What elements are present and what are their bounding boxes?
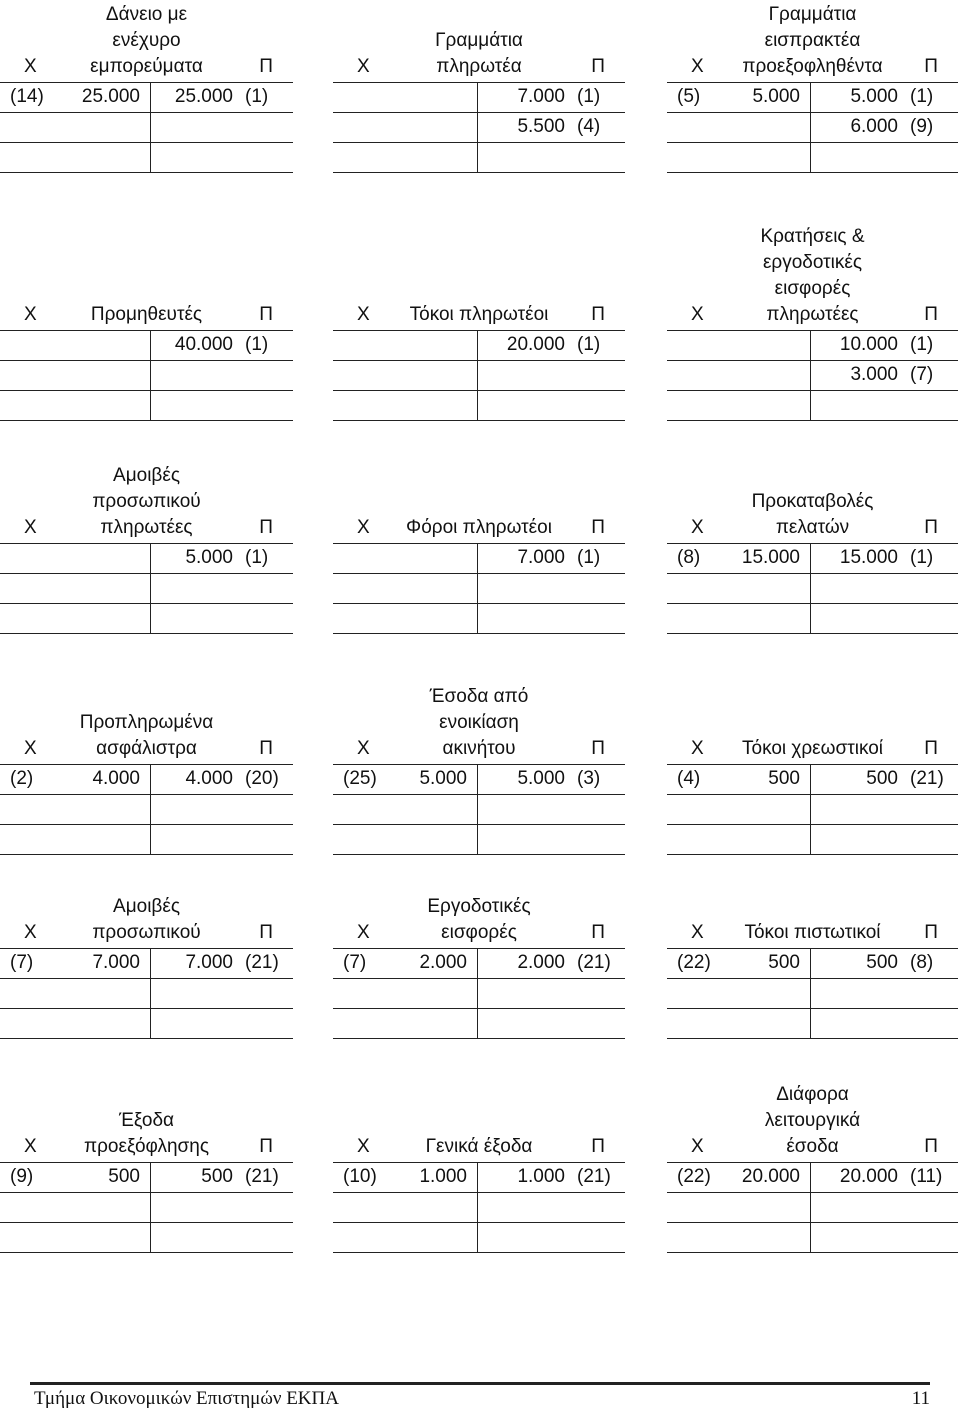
ledger-line: [667, 142, 958, 143]
ledger-line: [0, 172, 293, 173]
debit-label: Χ: [691, 56, 704, 77]
credit-label: Π: [591, 922, 605, 943]
ledger-line: [667, 978, 958, 979]
credit-amount: 25.000: [174, 86, 233, 107]
debit-ref: (5): [677, 86, 701, 107]
ledger-line: [0, 824, 293, 825]
ledger-line: [333, 633, 625, 634]
credit-label: Π: [924, 56, 938, 77]
header-line: [667, 330, 958, 331]
header-line: [333, 543, 625, 544]
header-line: [333, 948, 625, 949]
credit-amount: 4.000: [185, 768, 233, 789]
ledger-line: [333, 390, 625, 391]
header-line: [0, 330, 293, 331]
credit-amount: 20.000: [506, 334, 565, 355]
account-title-line: Προπληρωμένα: [79, 712, 214, 733]
ledger-line: [0, 360, 293, 361]
credit-ref: (1): [910, 334, 934, 355]
ledger-line: [0, 603, 293, 604]
ledger-line: [0, 573, 293, 574]
debit-ref: (14): [10, 86, 44, 107]
credit-ref: (1): [245, 334, 269, 355]
ledger-line: [0, 854, 293, 855]
debit-label: Χ: [691, 738, 704, 759]
debit-label: Χ: [357, 1136, 370, 1157]
account-title-line: ενοικίαση: [439, 712, 519, 733]
account-title-line: Δάνειο με: [105, 4, 188, 25]
account-title-line: Αμοιβές: [113, 896, 180, 917]
credit-ref: (21): [245, 1166, 279, 1187]
ledger-line: [0, 794, 293, 795]
account-title-line: εργοδοτικές: [762, 252, 863, 273]
credit-label: Π: [259, 1136, 273, 1157]
credit-ref: (7): [910, 364, 934, 385]
header-line: [667, 1162, 958, 1163]
header-line: [667, 948, 958, 949]
ledger-line: [333, 1252, 625, 1253]
debit-label: Χ: [357, 304, 370, 325]
account-title-line: Προκαταβολές: [751, 491, 874, 512]
credit-amount: 6.000: [850, 116, 898, 137]
account-title-line: Κρατήσεις &: [760, 226, 865, 247]
debit-label: Χ: [357, 517, 370, 538]
account-title-line: πληρωτέες: [766, 304, 859, 325]
credit-amount: 5.000: [517, 768, 565, 789]
credit-ref: (1): [577, 547, 601, 568]
ledger-line: [667, 824, 958, 825]
credit-ref: (1): [577, 86, 601, 107]
ledger-line: [667, 1222, 958, 1223]
ledger-line: [0, 1008, 293, 1009]
credit-amount: 40.000: [174, 334, 233, 355]
debit-ref: (9): [10, 1166, 34, 1187]
account-title-line: προεξοφληθέντα: [742, 56, 883, 77]
debit-label: Χ: [24, 517, 37, 538]
credit-ref: (21): [245, 952, 279, 973]
ledger-line: [333, 794, 625, 795]
credit-label: Π: [924, 738, 938, 759]
account-title-line: πελατών: [775, 517, 850, 538]
account-title-line: εισφορές: [441, 922, 517, 943]
debit-ref: (22): [677, 952, 711, 973]
debit-ref: (25): [343, 768, 377, 789]
debit-label: Χ: [357, 56, 370, 77]
debit-ref: (22): [677, 1166, 711, 1187]
footer-text: Τμήμα Οικονομικών Επιστημών ΕΚΠΑ: [34, 1388, 339, 1409]
credit-ref: (1): [910, 547, 934, 568]
ledger-line: [333, 824, 625, 825]
account-title-line: Έξοδα: [118, 1110, 175, 1131]
ledger-line: [333, 1222, 625, 1223]
debit-amount: 4.000: [92, 768, 140, 789]
credit-ref: (8): [910, 952, 934, 973]
account-title-line: Προμηθευτές: [90, 304, 203, 325]
account-title-line: Γραμμάτια: [768, 4, 857, 25]
credit-amount: 2.000: [517, 952, 565, 973]
credit-amount: 5.000: [850, 86, 898, 107]
credit-label: Π: [259, 517, 273, 538]
ledger-line: [0, 1192, 293, 1193]
ledger-line: [333, 420, 625, 421]
account-title-line: Τόκοι πληρωτέοι: [409, 304, 549, 325]
ledger-line: [667, 794, 958, 795]
ledger-line: [667, 1192, 958, 1193]
ledger-line: [667, 172, 958, 173]
account-title-line: πληρωτέες: [100, 517, 193, 538]
account-title-line: ασφάλιστρα: [96, 738, 197, 759]
account-title-line: ακινήτου: [442, 738, 516, 759]
debit-label: Χ: [24, 922, 37, 943]
debit-label: Χ: [357, 738, 370, 759]
header-line: [0, 764, 293, 765]
ledger-line: [667, 1252, 958, 1253]
debit-amount: 500: [768, 768, 800, 789]
ledger-line: [667, 573, 958, 574]
account-title-line: εισφορές: [774, 278, 851, 299]
ledger-line: [0, 633, 293, 634]
header-line: [333, 764, 625, 765]
debit-label: Χ: [24, 304, 37, 325]
debit-ref: (8): [677, 547, 701, 568]
debit-ref: (7): [10, 952, 34, 973]
credit-ref: (1): [577, 334, 601, 355]
account-title-line: Τόκοι πιστωτικοί: [744, 922, 881, 943]
account-title-line: προσωπικού: [92, 491, 201, 512]
ledger-line: [0, 1222, 293, 1223]
debit-amount: 15.000: [741, 547, 800, 568]
debit-label: Χ: [691, 517, 704, 538]
credit-ref: (1): [245, 86, 269, 107]
debit-label: Χ: [691, 1136, 704, 1157]
ledger-line: [667, 420, 958, 421]
credit-amount: 3.000: [850, 364, 898, 385]
header-line: [667, 764, 958, 765]
account-title-line: προσωπικού: [92, 922, 201, 943]
ledger-line: [333, 112, 625, 113]
account-title-line: εμπορεύματα: [90, 56, 203, 77]
account-title-line: Φόροι πληρωτέοι: [406, 517, 552, 538]
credit-amount: 500: [201, 1166, 233, 1187]
credit-amount: 500: [866, 952, 898, 973]
header-line: [0, 1162, 293, 1163]
ledger-line: [333, 1192, 625, 1193]
account-title-line: Διάφορα: [776, 1084, 849, 1105]
credit-ref: (1): [245, 547, 269, 568]
debit-label: Χ: [24, 56, 37, 77]
debit-amount: 25.000: [81, 86, 140, 107]
debit-amount: 1.000: [419, 1166, 467, 1187]
credit-label: Π: [259, 738, 273, 759]
credit-amount: 1.000: [517, 1166, 565, 1187]
ledger-line: [333, 1038, 625, 1039]
ledger-line: [667, 603, 958, 604]
debit-label: Χ: [691, 922, 704, 943]
account-title-line: Γραμμάτια: [435, 30, 523, 51]
ledger-line: [333, 573, 625, 574]
debit-label: Χ: [691, 304, 704, 325]
credit-amount: 7.000: [517, 86, 565, 107]
debit-ref: (10): [343, 1166, 377, 1187]
ledger-line: [667, 633, 958, 634]
account-title-line: έσοδα: [786, 1136, 839, 1157]
debit-label: Χ: [24, 738, 37, 759]
header-line: [667, 543, 958, 544]
ledger-line: [667, 1008, 958, 1009]
credit-label: Π: [924, 1136, 938, 1157]
header-line: [0, 543, 293, 544]
debit-amount: 500: [768, 952, 800, 973]
debit-amount: 5.000: [419, 768, 467, 789]
credit-label: Π: [259, 304, 273, 325]
debit-amount: 20.000: [741, 1166, 800, 1187]
credit-label: Π: [591, 304, 605, 325]
page-number: 11: [911, 1388, 930, 1409]
ledger-line: [667, 360, 958, 361]
ledger-line: [0, 1038, 293, 1039]
ledger-line: [0, 1252, 293, 1253]
ledger-line: [0, 420, 293, 421]
ledger-line: [333, 172, 625, 173]
ledger-line: [0, 978, 293, 979]
account-title-line: Γενικά έξοδα: [425, 1136, 533, 1157]
debit-amount: 7.000: [92, 952, 140, 973]
ledger-line: [333, 142, 625, 143]
credit-amount: 5.500: [517, 116, 565, 137]
credit-label: Π: [591, 738, 605, 759]
credit-amount: 15.000: [839, 547, 898, 568]
ledger-line: [667, 390, 958, 391]
header-line: [333, 82, 625, 83]
header-line: [333, 330, 625, 331]
debit-label: Χ: [357, 922, 370, 943]
account-title-line: ενέχυρο: [112, 30, 181, 51]
footer-rule: [30, 1382, 930, 1385]
ledger-line: [667, 1038, 958, 1039]
credit-amount: 20.000: [839, 1166, 898, 1187]
account-title-line: πληρωτέα: [436, 56, 522, 77]
ledger-line: [333, 1008, 625, 1009]
account-title-line: λειτουργικά: [764, 1110, 861, 1131]
ledger-line: [333, 360, 625, 361]
ledger-line: [0, 390, 293, 391]
credit-label: Π: [591, 517, 605, 538]
credit-ref: (4): [577, 116, 601, 137]
account-title-line: εισπρακτέα: [764, 30, 861, 51]
credit-label: Π: [924, 517, 938, 538]
credit-ref: (9): [910, 116, 934, 137]
credit-label: Π: [924, 304, 938, 325]
debit-amount: 500: [108, 1166, 140, 1187]
header-line: [333, 1162, 625, 1163]
account-title-line: Έσοδα από: [429, 686, 529, 707]
credit-ref: (21): [910, 768, 944, 789]
debit-ref: (4): [677, 768, 701, 789]
header-line: [0, 948, 293, 949]
credit-amount: 500: [866, 768, 898, 789]
account-title-line: Αμοιβές: [113, 465, 180, 486]
ledger-line: [0, 142, 293, 143]
credit-label: Π: [259, 922, 273, 943]
header-line: [0, 82, 293, 83]
credit-ref: (11): [910, 1166, 943, 1187]
account-title-line: Τόκοι χρεωστικοί: [741, 738, 883, 759]
ledger-line: [0, 112, 293, 113]
debit-amount: 5.000: [752, 86, 800, 107]
credit-amount: 10.000: [839, 334, 898, 355]
account-title-line: Εργοδοτικές: [427, 896, 531, 917]
credit-amount: 5.000: [185, 547, 233, 568]
header-line: [667, 82, 958, 83]
credit-ref: (1): [910, 86, 934, 107]
debit-label: Χ: [24, 1136, 37, 1157]
credit-amount: 7.000: [185, 952, 233, 973]
debit-ref: (2): [10, 768, 34, 789]
ledger-line: [667, 112, 958, 113]
credit-label: Π: [924, 922, 938, 943]
credit-label: Π: [591, 56, 605, 77]
credit-amount: 7.000: [517, 547, 565, 568]
credit-ref: (21): [577, 952, 611, 973]
debit-ref: (7): [343, 952, 367, 973]
debit-amount: 2.000: [419, 952, 467, 973]
ledger-line: [333, 978, 625, 979]
ledger-line: [333, 854, 625, 855]
credit-ref: (3): [577, 768, 601, 789]
credit-label: Π: [591, 1136, 605, 1157]
ledger-line: [667, 854, 958, 855]
credit-ref: (20): [245, 768, 279, 789]
account-title-line: προεξόφλησης: [84, 1136, 209, 1157]
credit-ref: (21): [577, 1166, 611, 1187]
credit-label: Π: [259, 56, 273, 77]
ledger-line: [333, 603, 625, 604]
